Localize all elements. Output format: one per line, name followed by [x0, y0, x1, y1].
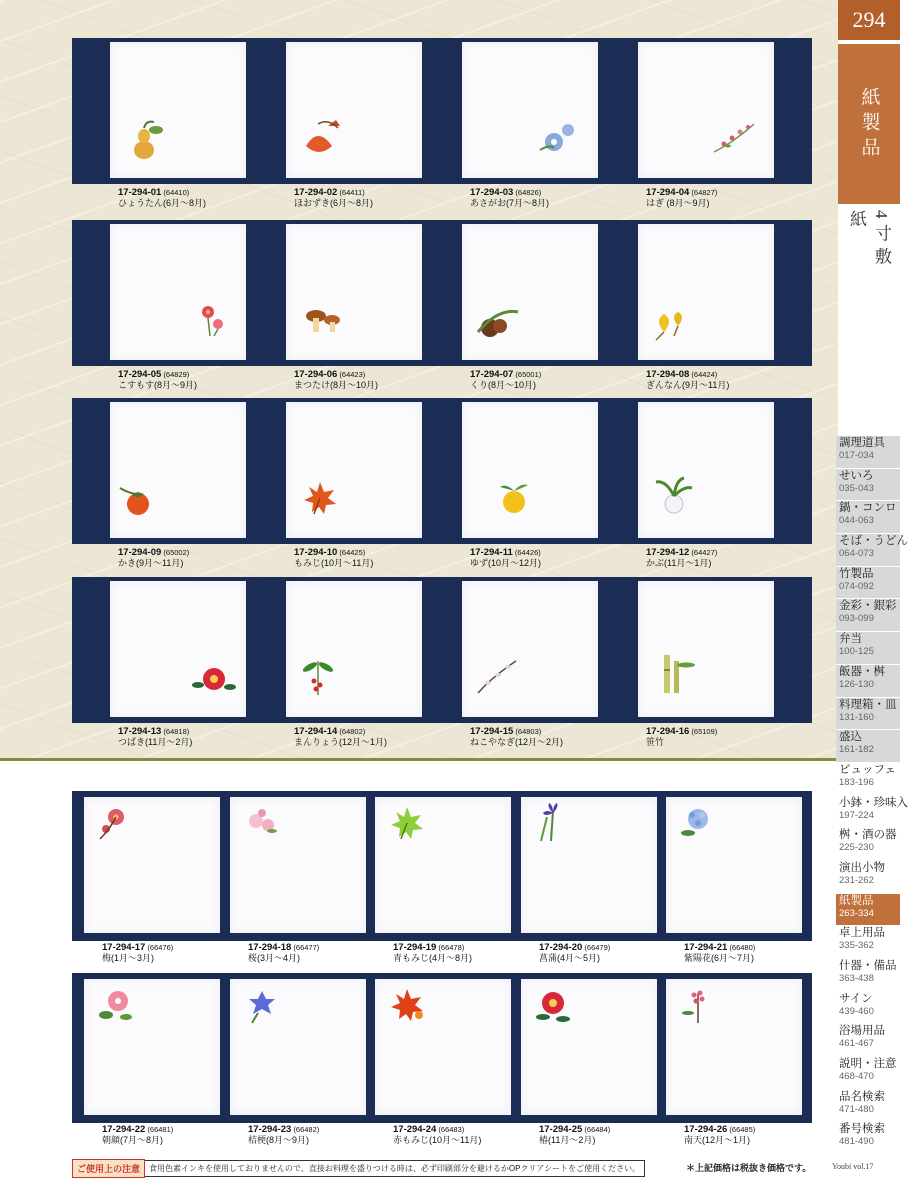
morning-glory-icon: [532, 116, 580, 160]
index-item-range: 035-043: [839, 482, 874, 494]
index-item-range: 093-099: [839, 613, 874, 625]
product-name: くり(8月～10月): [470, 380, 537, 390]
index-item[interactable]: [836, 926, 900, 959]
product-caption: [684, 1124, 755, 1146]
index-item[interactable]: [836, 698, 900, 731]
product-caption: [118, 369, 197, 391]
usage-notice: [72, 1159, 645, 1178]
product-name: 桔梗(8月～9月): [248, 1135, 310, 1145]
product-code: 17-294-20: [539, 942, 583, 953]
iris-icon: [529, 801, 577, 845]
product-name: あさがお(7月～8月): [470, 198, 550, 208]
product-code: 17-294-23: [248, 1124, 292, 1135]
product-code: 17-294-25: [539, 1124, 583, 1135]
chapter-index: [836, 436, 908, 1155]
cherry-icon: [238, 801, 286, 845]
index-item[interactable]: [836, 796, 908, 829]
product-name: 菖蒲(4月～5月): [539, 953, 601, 963]
category-tab: [838, 44, 900, 204]
product-code: 17-294-15: [470, 726, 514, 737]
product-name: 赤もみじ(10月～11月): [393, 1135, 482, 1145]
product-code: 17-294-16: [646, 726, 690, 737]
index-item-range: 100-125: [839, 646, 874, 658]
product-ref: (65001): [513, 370, 542, 379]
index-item-range: 225-230: [839, 842, 874, 854]
product-code: 17-294-02: [294, 187, 338, 198]
product-caption: [646, 369, 729, 391]
product-code: 17-294-06: [294, 369, 338, 380]
product-name: 笹竹: [646, 737, 665, 747]
product-ref: (66479): [582, 943, 611, 952]
product-caption: [470, 187, 549, 209]
ginkgo-icon: [648, 302, 696, 346]
notice-text: 食用色素インキを使用しておりませんので、直接お料理を盛りつける時は、必ず印刷部分を避けるかOPクリアシートをご使用ください。: [145, 1160, 645, 1177]
index-item[interactable]: [836, 828, 900, 861]
product-code: 17-294-01: [118, 187, 162, 198]
product-ref: (66480): [727, 943, 756, 952]
product-caption: [118, 187, 206, 209]
index-item-name: 品名検索: [839, 1090, 885, 1103]
index-item-name: 調理道具: [839, 437, 885, 449]
index-item-name: 説明・注意: [839, 1058, 897, 1071]
index-item-name: 演出小物: [839, 861, 885, 874]
product-code: 17-294-11: [470, 547, 513, 558]
index-item[interactable]: [836, 469, 900, 502]
product-caption: [102, 1124, 173, 1146]
camellia-icon: [190, 655, 238, 699]
product-caption: [470, 726, 563, 748]
product-name: 青もみじ(4月～8月): [393, 953, 473, 963]
index-item[interactable]: [836, 1090, 900, 1123]
index-item-range: 161-182: [839, 744, 874, 756]
maple-icon: [296, 476, 344, 520]
index-item-name: 鍋・コンロ: [839, 502, 897, 515]
product-code: 17-294-19: [393, 942, 437, 953]
product-ref: (64803): [513, 727, 542, 736]
product-name: つばき(11月～2月): [118, 737, 193, 747]
index-item[interactable]: [836, 894, 900, 927]
product-caption: [294, 369, 378, 391]
product-caption: [118, 547, 189, 569]
index-item-name: 金彩・銀彩: [839, 600, 897, 613]
product-caption: [646, 547, 717, 569]
product-code: 17-294-09: [118, 547, 162, 558]
volume-label: Youbi vol.17: [832, 1162, 874, 1171]
index-item-name: 料理箱・皿: [839, 698, 897, 711]
product-name: はぎ (8月～9月): [646, 198, 710, 208]
bamboo-icon: [650, 651, 698, 695]
product-name: 梅(1月～3月): [102, 953, 155, 963]
product-ref: (64423): [337, 370, 366, 379]
morning-glory-pink-icon: [92, 983, 140, 1027]
product-ref: (64425): [337, 548, 366, 557]
product-code: 17-294-13: [118, 726, 162, 737]
index-item-name: 紙製品: [839, 894, 874, 907]
cosmos-icon: [190, 298, 238, 342]
product-name: ひょうたん(6月～8月): [118, 198, 207, 208]
product-name: ほおずき(6月～8月): [294, 198, 374, 208]
index-item[interactable]: [836, 567, 900, 600]
index-item[interactable]: [836, 1122, 900, 1155]
product-ref: (64427): [689, 548, 718, 557]
product-code: 17-294-10: [294, 547, 338, 558]
category-title: 紙製品: [858, 86, 880, 162]
product-code: 17-294-14: [294, 726, 338, 737]
product-ref: (64410): [161, 188, 190, 197]
product-name: 朝顔(7月～8月): [102, 1135, 164, 1145]
index-item-range: 231-262: [839, 874, 874, 886]
index-item-range: 044-063: [839, 515, 874, 527]
mushroom-icon: [300, 298, 348, 342]
index-item-range: 197-224: [839, 809, 874, 821]
product-code: 17-294-26: [684, 1124, 728, 1135]
persimmon-icon: [114, 478, 162, 522]
index-item-name: 番号検索: [839, 1123, 885, 1136]
product-name: 南天(12月～1月): [684, 1135, 751, 1145]
product-code: 17-294-03: [470, 187, 514, 198]
product-name: かき(9月～11月): [118, 558, 184, 568]
paper-sheet[interactable]: [638, 581, 774, 717]
product-code: 17-294-22: [102, 1124, 146, 1135]
index-item[interactable]: [836, 665, 900, 698]
product-caption: [393, 942, 472, 964]
product-code: 17-294-07: [470, 369, 514, 380]
index-item-range: 074-092: [839, 580, 874, 592]
index-item-name: そば・うどん: [839, 535, 908, 548]
product-caption: [294, 187, 373, 209]
product-ref: (66477): [291, 943, 320, 952]
product-ref: (66484): [582, 1125, 611, 1134]
index-item-range: 471-480: [839, 1103, 874, 1115]
product-caption: [684, 942, 755, 964]
product-code: 17-294-08: [646, 369, 690, 380]
product-caption: [393, 1124, 481, 1146]
yuzu-icon: [490, 476, 538, 520]
index-item-name: 什器・備品: [839, 960, 897, 972]
index-item[interactable]: [836, 959, 900, 992]
subcategory-box: [838, 210, 900, 290]
index-item[interactable]: [836, 436, 900, 469]
product-caption: [248, 942, 319, 964]
hydrangea-icon: [674, 801, 722, 845]
product-caption: [248, 1124, 319, 1146]
pussy-willow-icon: [472, 655, 520, 699]
index-item-range: 335-362: [839, 940, 874, 952]
index-item-name: せいろ: [839, 469, 874, 482]
product-ref: (64411): [337, 188, 365, 197]
product-name: まんりょう(12月～1月): [294, 737, 388, 747]
index-item[interactable]: [836, 763, 900, 796]
product-name: こすもす(8月～9月): [118, 380, 198, 390]
product-code: 17-294-24: [393, 1124, 437, 1135]
product-name: かぶ(11月～1月): [646, 558, 712, 568]
index-item[interactable]: [836, 1057, 900, 1090]
product-name: もみじ(10月～11月): [294, 558, 374, 568]
bush-clover-icon: [708, 116, 756, 160]
index-item-name: 竹製品: [839, 567, 874, 580]
product-caption: [539, 1124, 610, 1146]
index-item-name: 浴場用品: [839, 1025, 885, 1038]
product-code: 17-294-04: [646, 187, 690, 198]
product-ref: (66482): [291, 1125, 320, 1134]
index-item-name: 卓上用品: [839, 927, 885, 940]
product-ref: (64827): [689, 188, 718, 197]
plum-icon: [92, 801, 140, 845]
index-item-name: ビュッフェ: [839, 763, 896, 776]
index-item[interactable]: [836, 632, 900, 665]
notice-label: ご使用上の注意: [72, 1159, 145, 1178]
manryo-icon: [294, 655, 342, 699]
index-item[interactable]: [836, 1024, 900, 1057]
index-item[interactable]: [836, 501, 900, 534]
subcategory-title: 4寸敷紙: [847, 210, 891, 271]
product-caption: [118, 726, 192, 748]
product-name: ぎんなん(9月～11月): [646, 380, 730, 390]
bellflower-icon: [238, 983, 286, 1027]
product-caption: [470, 547, 541, 569]
product-name: ゆず(10月～12月): [470, 558, 542, 568]
index-item-range: 131-160: [839, 711, 874, 723]
red-maple-icon: [383, 983, 431, 1027]
product-caption: [646, 187, 717, 209]
product-caption: [470, 369, 541, 391]
index-item[interactable]: [836, 599, 900, 632]
product-ref: (64424): [689, 370, 718, 379]
price-note: ＊上記価格は税抜き価格です。: [686, 1163, 812, 1173]
product-ref: (64829): [161, 370, 190, 379]
index-item[interactable]: [836, 861, 900, 894]
index-item-range: 263-334: [839, 907, 874, 919]
lantern-icon: [296, 116, 344, 160]
index-item-range: 481-490: [839, 1136, 874, 1148]
index-item-range: 017-034: [839, 450, 874, 461]
product-name: 紫陽花(6月～7月): [684, 953, 755, 963]
product-ref: (64818): [161, 727, 190, 736]
product-ref: (66485): [727, 1125, 756, 1134]
product-caption: [646, 726, 717, 748]
product-code: 17-294-17: [102, 942, 146, 953]
product-code: 17-294-18: [248, 942, 292, 953]
index-item-name: 小鉢・珍味入: [839, 796, 908, 809]
index-item-range: 064-073: [839, 548, 874, 560]
product-ref: (66481): [145, 1125, 174, 1134]
index-item-range: 126-130: [839, 678, 874, 690]
index-item-name: 盛込: [839, 731, 862, 744]
index-item-range: 183-196: [839, 776, 874, 788]
product-caption: [294, 726, 387, 748]
nandina-icon: [674, 983, 722, 1027]
product-caption: [102, 942, 173, 964]
index-item[interactable]: [836, 730, 900, 763]
product-ref: (66478): [436, 943, 465, 952]
index-item-name: 弁当: [839, 633, 862, 646]
product-name: まつたけ(8月～10月): [294, 380, 379, 390]
index-item-range: 468-470: [839, 1071, 874, 1083]
product-ref: (64826): [513, 188, 542, 197]
product-caption: [539, 942, 610, 964]
index-item-range: 461-467: [839, 1038, 874, 1050]
page-number: 294: [838, 0, 900, 40]
index-item-range: 439-460: [839, 1005, 874, 1017]
product-ref: (65109): [689, 727, 718, 736]
product-name: 椿(11月～2月): [539, 1135, 596, 1145]
product-code: 17-294-21: [684, 942, 728, 953]
gourd-icon: [122, 116, 170, 160]
product-code: 17-294-12: [646, 547, 690, 558]
product-ref: (65002): [161, 548, 190, 557]
product-ref: (64802): [337, 727, 366, 736]
camellia-2-icon: [529, 983, 577, 1027]
chestnut-icon: [472, 302, 520, 346]
product-caption: [294, 547, 373, 569]
index-item-name: 飯器・桝: [839, 665, 885, 678]
product-ref: (66476): [145, 943, 174, 952]
index-item[interactable]: [836, 534, 908, 567]
product-code: 17-294-05: [118, 369, 162, 380]
section-divider: [0, 758, 838, 761]
product-name: 桜(3月～4月): [248, 953, 301, 963]
product-ref: (66483): [436, 1125, 465, 1134]
index-item-name: 桝・酒の器: [839, 829, 897, 842]
product-ref: (64426): [512, 548, 541, 557]
turnip-icon: [650, 476, 698, 520]
index-item-range: 363-438: [839, 973, 874, 984]
product-name: ねこやなぎ(12月～2月): [470, 737, 564, 747]
index-item[interactable]: [836, 992, 900, 1025]
green-maple-icon: [383, 801, 431, 845]
index-item-name: サイン: [839, 992, 873, 1005]
